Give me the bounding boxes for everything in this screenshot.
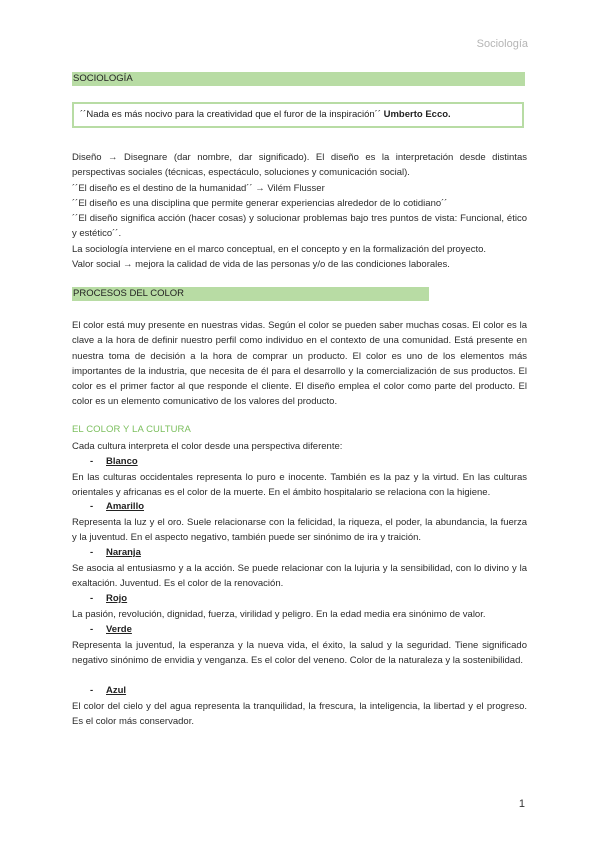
body-line: ´´El diseño es una disciplina que permite generar experiencias alrededor de lo cotidiano´´ [72, 197, 448, 209]
page-number: 1 [518, 798, 525, 810]
color-description: El color del cielo y del agua representa la tranquilidad, la frescura, la inteligencia, la libertad y el progreso. Es el color más conservador. [72, 701, 527, 728]
color-heading-azul [90, 685, 126, 696]
body-line: ´´El diseño significa acción (hacer cosas) y solucionar problemas bajo tres puntos de vista: Funcional, ético y estético´´. [72, 213, 527, 240]
color-text-naranja [72, 561, 527, 592]
bullet-dash: - [90, 501, 94, 512]
bullet-dash: - [90, 624, 94, 635]
color-name: Amarillo [106, 501, 145, 512]
color-description: La pasión, revolución, dignidad, fuerza, virilidad y peligro. En la edad media era sinónimo de valor. [72, 609, 486, 620]
bullet-dash: - [90, 456, 94, 467]
color-heading-verde [90, 624, 132, 635]
color-name: Blanco [106, 456, 138, 467]
color-name: Azul [106, 685, 127, 696]
subsection-title: EL COLOR Y LA CULTURA [72, 424, 191, 435]
body-line: Valor social → mejora la calidad de vida de las personas y/o de las condiciones laborales. [72, 259, 450, 271]
color-description: Se asocia al entusiasmo y a la acción. Se puede relacionar con la lujuria y la sensibilidad, con lo divino y la exaltación. Juventud. Es el color de la renovación. [72, 563, 527, 590]
bullet-dash: - [90, 685, 94, 696]
color-text-rojo [72, 607, 527, 622]
quote-author: Umberto Ecco. [383, 109, 451, 120]
color-description: Representa la juventud, la esperanza y la nueva vida, el éxito, la salud y la seguridad. Tiene significado negativo sinónimo de envidia y venganza. Es el color del veneno. Color de la naturaleza y la sostenibilidad. [72, 640, 527, 667]
color-heading-amarillo [90, 501, 144, 512]
color-text-azul [72, 699, 527, 730]
body-line: La sociología interviene en el marco conceptual, en el concepto y en la formalización del proyecto. [72, 243, 487, 255]
culture-intro-text: Cada cultura interpreta el color desde una perspectiva diferente: [72, 441, 343, 452]
color-name: Verde [106, 624, 132, 635]
color-text-amarillo [72, 515, 527, 546]
color-description: En las culturas occidentales representa lo puro e inocente. También es la paz y la virtud. En las culturas orientales y africanas es el color de la muerte. En el ámbito hospitalario se relaciona con la higiene. [72, 472, 527, 499]
bullet-dash: - [90, 593, 94, 604]
quote-box [72, 102, 524, 128]
bullet-dash: - [90, 547, 94, 558]
color-text-blanco [72, 470, 527, 501]
section1-body [72, 150, 527, 272]
body-line: Diseño → Disegnare (dar nombre, dar significado). El diseño es la interpretación desde distintas perspectivas sociales (técnicas, espectáculo, soluciones y comunicación social). [72, 152, 527, 179]
color-heading-naranja [90, 547, 141, 558]
color-name: Rojo [106, 593, 128, 604]
color-name: Naranja [106, 547, 141, 558]
color-heading-rojo [90, 593, 127, 604]
body-paragraph: El color está muy presente en nuestras vidas. Según el color se pueden saber muchas cosas. El color es la clave a la hora de definir nuestro perfil como individuo en el contexto de una comunidad. Está presente en nuestra toma de decisión a la hora de comprar un producto. El color es uno de los elementos más importantes de la industria, que necesita de él para el desarrollo y la comercialización de sus productos. El color es el primer factor al que responde el cliente. El diseño emplea el color como parte del producto. El color es un elemento comunicativo de los valores del producto. [72, 320, 527, 408]
section-title-sociologia: SOCIOLOGÍA [72, 72, 525, 86]
color-description: Representa la luz y el oro. Suele relacionarse con la felicidad, la riqueza, el poder, la abundancia, la fuerza y la juventud. En el aspecto negativo, también puede ser sinónimo de ira y traición. [72, 517, 527, 544]
quote-text: ´´Nada es más nocivo para la creatividad que el furor de la inspiración´´ [80, 109, 381, 120]
color-text-verde [72, 638, 527, 669]
color-heading-blanco [90, 456, 138, 467]
section-title-procesos-color: PROCESOS DEL COLOR [72, 287, 429, 301]
culture-intro [72, 439, 527, 454]
section2-body [72, 318, 527, 410]
page-header-title: Sociología [476, 38, 528, 50]
body-line: ´´El diseño es el destino de la humanidad´´ → Vilém Flusser [72, 182, 325, 194]
